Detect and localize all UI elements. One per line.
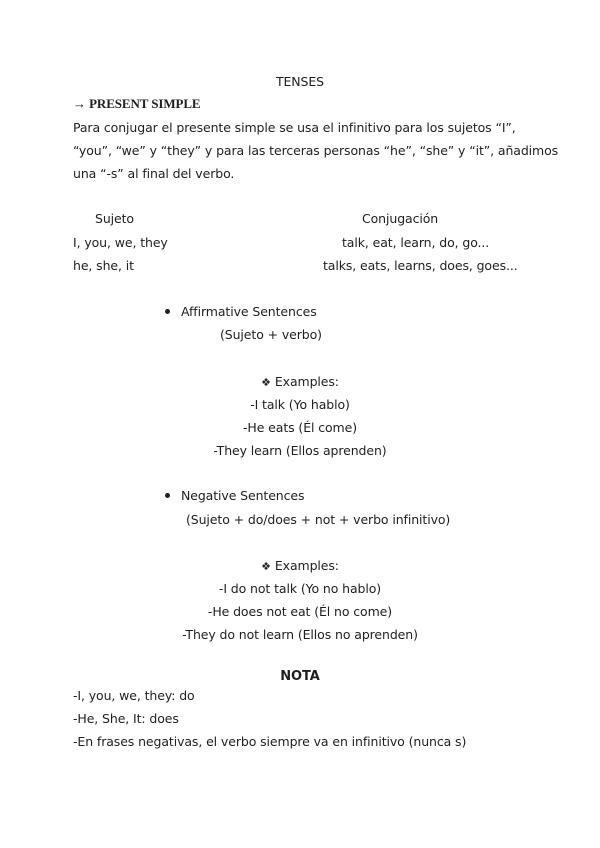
bullet-icon bbox=[165, 493, 170, 498]
negative-formula: (Sujeto + do/does + not + verbo infinitivo) bbox=[186, 512, 451, 527]
table-row-1-conjugation: talk, eat, learn, do, go... bbox=[342, 235, 490, 250]
negative-example-1: -I do not talk (Yo no hablo) bbox=[218, 581, 382, 596]
affirmative-example-2: -He eats (Él come) bbox=[243, 420, 357, 435]
affirmative-examples-heading bbox=[0, 376, 600, 389]
affirmative-label: Affirmative Sentences bbox=[181, 304, 317, 319]
nota-heading: NOTA bbox=[280, 669, 320, 684]
section-heading-text: PRESENT SIMPLE bbox=[89, 96, 201, 111]
diamond-icon: ❖ bbox=[261, 376, 271, 389]
table-row-1-subject: I, you, we, they bbox=[73, 235, 168, 250]
page-title: TENSES bbox=[275, 74, 325, 89]
table-row-2-subject: he, she, it bbox=[73, 258, 134, 273]
negative-label: Negative Sentences bbox=[181, 488, 305, 503]
intro-line-1: Para conjugar el presente simple se usa el infinitivo para los sujetos “I”, bbox=[73, 120, 516, 135]
arrow-icon: → bbox=[73, 96, 86, 111]
nota-line-3: -En frases negativas, el verbo siempre va en infinitivo (nunca s) bbox=[73, 734, 467, 749]
negative-example-3: -They do not learn (Ellos no aprenden) bbox=[182, 627, 418, 642]
section-heading bbox=[73, 97, 200, 110]
diamond-icon: ❖ bbox=[261, 560, 271, 573]
affirmative-example-1: -I talk (Yo hablo) bbox=[250, 397, 350, 412]
intro-line-2: “you”, “we” y “they” y para las terceras personas “he”, “she” y “it”, añadimos bbox=[73, 143, 559, 158]
nota-line-1: -I, you, we, they: do bbox=[73, 688, 195, 703]
affirmative-example-3: -They learn (Ellos aprenden) bbox=[213, 443, 387, 458]
table-header-subject: Sujeto bbox=[95, 211, 134, 226]
intro-line-3: una “-s” al final del verbo. bbox=[73, 166, 235, 181]
nota-line-2: -He, She, It: does bbox=[73, 711, 179, 726]
affirmative-examples-label: Examples: bbox=[274, 374, 339, 389]
bullet-icon bbox=[165, 309, 170, 314]
negative-examples-label: Examples: bbox=[274, 558, 339, 573]
negative-example-2: -He does not eat (Él no come) bbox=[207, 604, 393, 619]
table-row-2-conjugation: talks, eats, learns, does, goes... bbox=[323, 258, 518, 273]
affirmative-formula: (Sujeto + verbo) bbox=[220, 327, 322, 342]
table-header-conjugation: Conjugación bbox=[362, 211, 439, 226]
negative-examples-heading bbox=[0, 560, 600, 573]
